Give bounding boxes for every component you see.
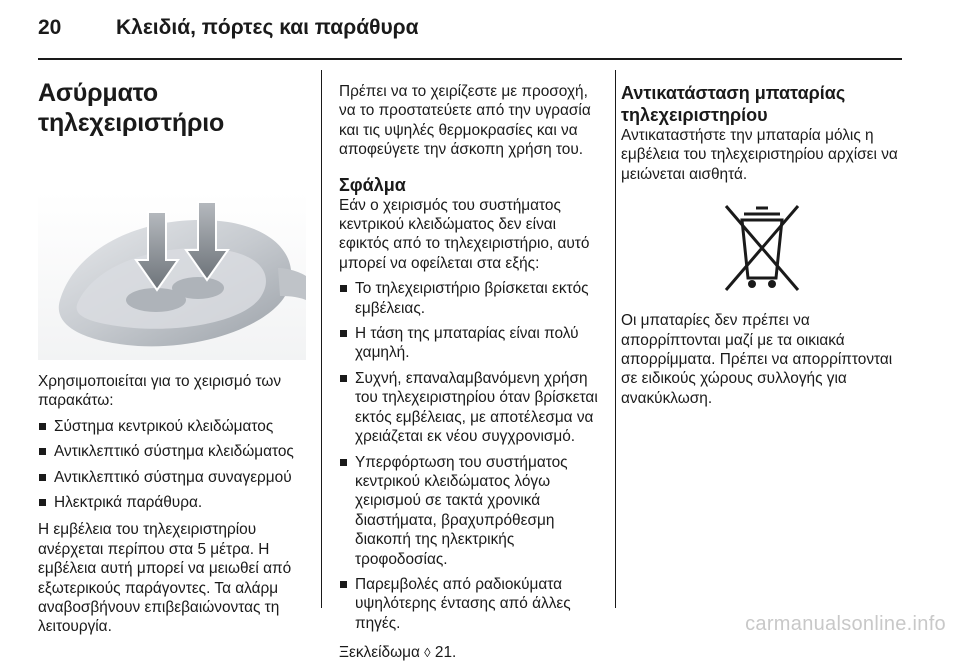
list-item: Η τάση της μπαταρίας είναι πολύ χαμηλή. xyxy=(339,324,603,363)
column-divider-2 xyxy=(615,70,616,608)
usage-list xyxy=(38,417,306,513)
chapter-title: Κλειδιά, πόρτες και παράθυρα xyxy=(116,16,419,39)
square-bullet-icon xyxy=(340,285,347,292)
page-reference-icon: ◊ xyxy=(424,645,431,661)
column-divider-1 xyxy=(321,70,322,608)
square-bullet-icon xyxy=(340,330,347,337)
column-1 xyxy=(38,72,306,637)
page-number: 20 xyxy=(38,16,62,39)
square-bullet-icon xyxy=(39,499,46,506)
care-paragraph: Πρέπει να το χειρίζεστε με προσοχή, να το προστατεύετε από την υγρασία και τις υψηλές θερμοκρασίες και να αποφεύγετε την άσκοπη χρήση του. xyxy=(339,83,591,159)
disposal-paragraph: Οι μπαταρίες δεν πρέπει να απορρίπτονται μαζί με τα οικιακά απορρίμματα. Πρέπει να απορρίπτονται σε ειδικούς χώρους συλλογής για ανακύκλωση. xyxy=(621,312,893,407)
list-item: Ηλεκτρικά παράθυρα. xyxy=(38,493,306,512)
square-bullet-icon xyxy=(340,459,347,466)
section-title: Ασύρματο τηλεχειριστήριο xyxy=(38,79,225,137)
cross-reference-page: 21. xyxy=(434,644,457,662)
column-2 xyxy=(339,82,603,663)
fault-list xyxy=(339,279,603,633)
square-bullet-icon xyxy=(39,423,46,430)
battery-paragraph: Αντικαταστήστε την μπαταρία μόλις η εμβέλεια του τηλεχειριστηρίου αρχίσει να μειώνεται αισθητά. xyxy=(621,127,898,183)
list-item: Το τηλεχειριστήριο βρίσκεται εκτός εμβέλειας. xyxy=(339,279,603,318)
list-item: Υπερφόρτωση του συστήματος κεντρικού κλειδώματος λόγω χειρισμού σε τακτά χρονικά διαστήματα, βραχυπρόθεσμη διακοπή της ηλεκτρικής τροφοδοσίας. xyxy=(339,453,603,569)
fault-heading: Σφάλμα xyxy=(339,174,406,195)
square-bullet-icon xyxy=(340,581,347,588)
square-bullet-icon xyxy=(39,448,46,455)
column-3 xyxy=(621,82,903,408)
key-remote-photo xyxy=(38,150,306,360)
battery-heading: Αντικατάσταση μπαταρίας τηλεχειριστηρίου xyxy=(621,83,846,125)
list-item: Αντικλεπτικό σύστημα κλειδώματος xyxy=(38,442,306,461)
fault-intro: Εάν ο χειρισμός του συστήματος κεντρικού κλειδώματος δεν είναι εφικτός από το τηλεχειριστήριο, αυτό μπορεί να οφείλεται στα εξής: xyxy=(339,196,590,272)
header-rule xyxy=(38,58,902,60)
square-bullet-icon xyxy=(340,375,347,382)
list-item: Αντικλεπτικό σύστημα συναγερμού xyxy=(38,468,306,487)
usage-intro: Χρησιμοποιείται για το χειρισμό των παρακάτω: xyxy=(38,373,282,410)
cross-reference-label: Ξεκλείδωμα xyxy=(339,644,420,662)
list-item: Παρεμβολές από ραδιοκύματα υψηλότερης έντασης από άλλες πηγές. xyxy=(339,575,603,633)
key-remote-illustration xyxy=(38,150,306,360)
range-paragraph: Η εμβέλεια του τηλεχειριστηρίου ανέρχεται περίπου στα 5 μέτρα. Η εμβέλεια αυτή μπορεί να μειωθεί από εξωτερικούς παράγοντες. Τα αλάρμ αναβοσβήνουν επιβεβαιώνοντας τη λειτουργία. xyxy=(38,521,292,636)
cross-reference xyxy=(339,643,603,662)
crossed-bin-icon xyxy=(712,194,812,299)
page-header xyxy=(38,16,908,46)
list-item: Συχνή, επαναλαμβανόμενη χρήση του τηλεχειριστηρίου όταν βρίσκεται εκτός εμβέλειας, με αποτέλεσμα να χρειάζεται εκ νέου συγχρονισμό. xyxy=(339,369,603,447)
square-bullet-icon xyxy=(39,474,46,481)
watermark: carmanualsonline.info xyxy=(745,613,946,635)
list-item: Σύστημα κεντρικού κλειδώματος xyxy=(38,417,306,436)
